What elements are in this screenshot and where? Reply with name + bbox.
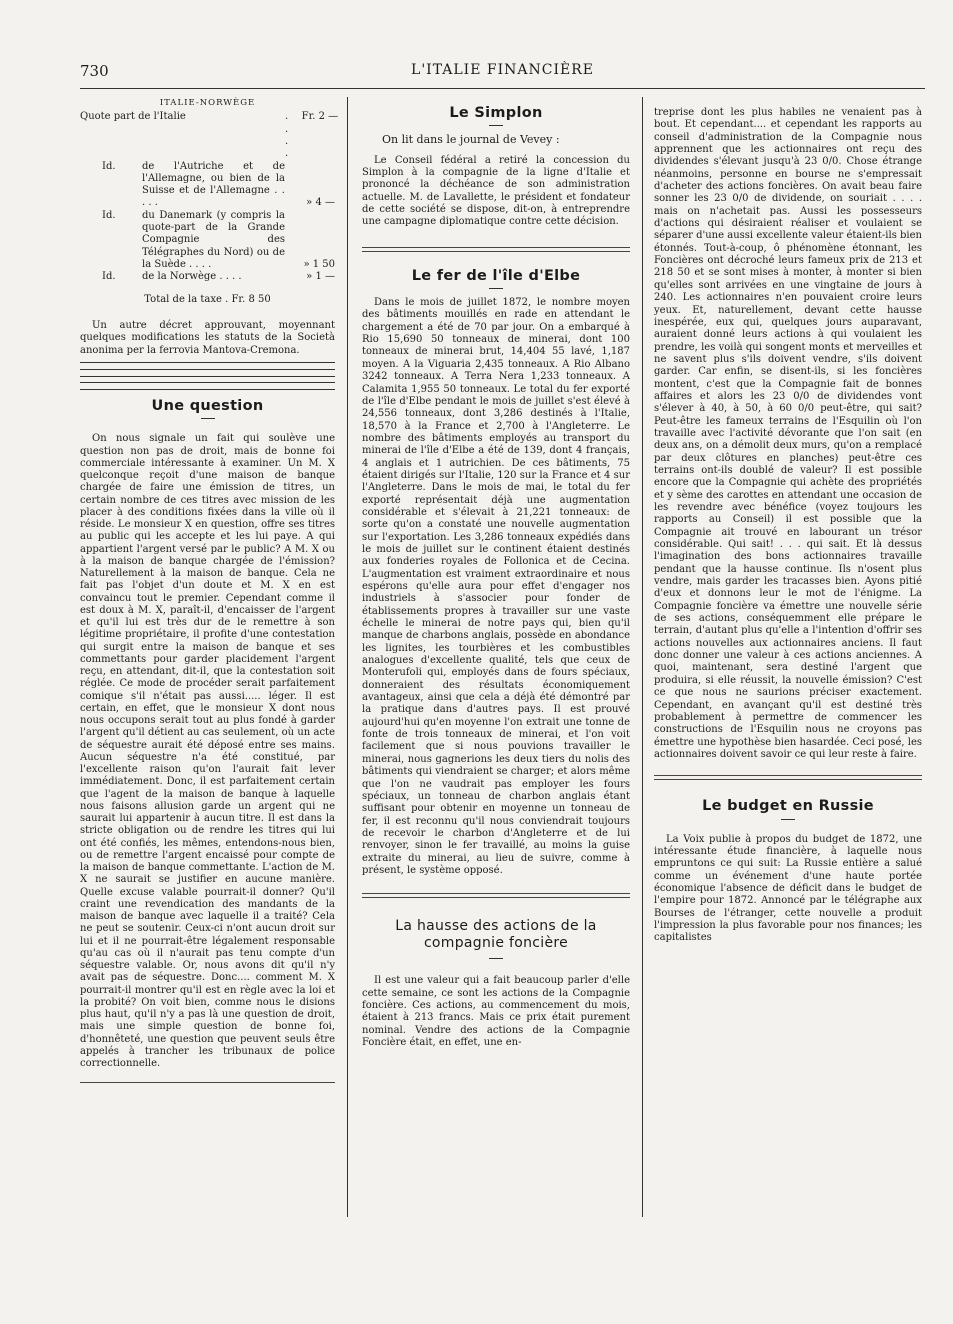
tax-total: Total de la taxe . Fr. 8 50 [144, 293, 271, 305]
section-divider [80, 1082, 335, 1083]
section-title-budget: Le budget en Russie [702, 798, 874, 815]
title-dash [201, 418, 215, 419]
section-divider [654, 775, 922, 780]
question-article: On nous signale un fait qui soulève une question non pas de droit, mais de bonne foi commerciale intéressante à examiner. Un M. X quelconque reçoit d'une maison de banque chargée de faire une émission de titres, un certain nombre de ces titres avec mission de les placer à des conditions fixées dans la ville où il réside. Le monsieur X en question, offre ses titres au public qui les accepte et les lui paye. A qui appartient l'argent versé par le public? A M. X ou à la maison de banque chargée de l'émission? Naturellement à la maison de banque. Cela ne fait pas l'objet d'un doute et M. X en est convaincu tout le premier. Cependant comme il est doux à M. X, paraît-il, d'encaisser de l'argent et qu'il lui est très dur de le remettre à son légitime propriétaire, il profite d'une contestation qui surgit entre la maison de banque et ses commettants pour garder placidement l'argent reçu, en attendant, dit-il, que la contestation soit réglée. Ce mode de procéder serait parfaitement comique s'il n'était pas aussi..... léger. Il est certain, en effet, que le monsieur X dont nous nous occupons serait tout au plus fondé à garder l'argent qu'il détient au cas seulement, où un acte de séquestre aurait été déposé entre ses mains. Aucun séquestre n'a été constitué, par l'excellente raison qu'on l'aurait fait lever immédiatement. Donc, il est parfaitement certain que l'agent de la maison de banque à laquelle nous faisons allusion garde un argent qui ne saurait lui appartenir à aucun titre. Il est dans la stricte obligation ou de rendre les titres qui lui ont été confiés, les mêmes, entendons-nous bien, ou de remettre l'argent encaissé pour compte de la maison de banque commettante. L'action de M. X ne saurait se justifier en aucune manière. Quelle excuse valable pourrait-il donner? Qu'il craint une revendication des mandants de la maison de banque avec laquelle il a traité? Cela ne peut se soutenir. Ceux-ci n'ont aucun droit sur lui et il ne pourrait-être légalement responsable qu'au cas où il n'aurait pas tenu compte d'un séquestre valable. Or, nous avons dit qu'il n'y avait pas de séquestre. Donc.... comment M. X pourrait-il montrer qu'il est en règle avec la loi et la probité? On voit bien, comme nous le disions plus haut, qu'il n'y a pas là une question de droit, mais une simple question de bonne foi, d'honnêteté, une question que peuvent seuls être appelés à trancher les tribunaux de police correctionnelle. [80, 433, 335, 1070]
hausse-article: Il est une valeur qui a fait beaucoup parler d'elle cette semaine, ce sont les actions de la Compagnie foncière. Ces actions, au commencement du mois, étaient à 213 francs. Mais ce prix était purement nominal. Vendre des actions de la Compagnie Foncière était, en effet, une en- [362, 975, 630, 1048]
simplon-intro: On lit dans le journal de Vevey : [382, 133, 560, 147]
tax-row: Id. de la Norwège . . . . » 1 — [102, 271, 335, 283]
page-number: 730 [80, 62, 109, 80]
tax-table [80, 111, 339, 283]
title-dash [489, 288, 503, 289]
simplon-article: Le Conseil fédéral a retiré la concession du Simplon à la compagnie de la ligne d'Italie et prononcé la déchéance de son administration actuelle. M. de Lavallette, le président et fondateur de cette société se dispose, dit-on, à entreprendre une campagne diplomatique contre cette décision. [362, 154, 630, 228]
section-title-elbe: Le fer de l'île d'Elbe [411, 267, 581, 284]
section-title-simplon: Le Simplon [449, 105, 543, 121]
hausse-article-continued: treprise dont les plus habiles ne venaient pas à bout. Et cependant.... et cependant les rapports au conseil d'administration de la Compagnie nous apprennent que les actionnaires ont reçu des dividendes s'élevant jusqu'à 23 0/0. Chose étrange néanmoins, personne en bourse ne s'empressait d'acheter des actions foncières. On avait beau faire sonner les 23 0/0 de dividende, on souriait . . . . mais on n'achetait pas. Aussi les possesseurs d'actions qui désiraient réaliser et voulaient se séparer d'une aussi excellente valeur étaient-ils bien étonnés. Tout-à-coup, ô phénomène étonnant, les Foncières ont décroché leurs fameux prix de 213 et 218 50 et se sont mises à monter, à monter si bien qu'elles sont arrivées en une vingtaine de jours à 240. Les actionnaires n'en pouvaient croire leurs yeux. Et, naturellement, devant cette hausse inespérée, eux qui, quelques jours auparavant, auraient donné leurs actions à qui voulaient les prendre, les voilà qui songent monts et merveilles et ne savent plus s'ils doivent vendre, s'ils doivent garder. Car enfin, se disent-ils, si les foncières montent, c'est que la Compagnie fait de bonnes affaires et alors les 23 0/0 de dividendes vont s'élever à 40, à 50, à 60 0/0 peut-être, qui sait? Peut-être les fameux terrains de l'Esquilin où l'on travaille avec l'activité dévorante que l'on sait (en deux ans, on a démolit deux murs, qu'on a remplacé par deux clôtures en planches) peut-être ces terrains ont-ils doublé de valeur? Il est possible encore que la Compagnie qui achète des propriétés et y sème des carottes en attendant une occasion de les revendre avec bénéfice (voyez toujours les rapports au Conseil) il est possible que la Compagnie ait trouvé en labourant un trésor considérable. Qui sait! . . . qui sait. Et là dessus l'imagination des bons actionnaires travaille pendant que la hausse continue. Ils n'osent plus vendre, mais garder les tracasses bien. Ayons pitié d'eux et donnons leur le mot de l'énigme. La Compagnie foncière va émettre une nouvelle série de ses actions, conséquemment elle prépare le terrain, d'autant plus qu'elle a l'intention d'offrir ses actions nouvelles aux actionnaires anciens. Il faut donc donner une valeur à ces actions anciennes. A quoi, maintenant, sera destiné l'argent que produira, si elle réussit, la nouvelle émission? C'est ce que nous ne saurions préciser exactement. Cependant, en avançant qu'il est destiné très probablement à permettre de commencer les constructions de l'Esquilin nous ne croyons pas émettre une hypothèse bien hasardée. Ceci posé, les actionnaires doivent savoir ce qui leur reste à faire. [654, 107, 922, 760]
page-header [80, 58, 925, 89]
budget-article: La Voix publie à propos du budget de 1872, une intéressante étude financière, à laquelle nous empruntons ce qui suit: La Russie entière a salué comme un événement d'une haute portée économique l'absence de déficit dans le budget de l'empire pour 1872. Annoncé par le télégraphe aux Bourses de l'étranger, cette nouvelle a produit l'impression la plus favorable pour nos finances; les capitalistes [654, 833, 922, 944]
title-dash [781, 819, 795, 820]
decree-paragraph: Un autre décret approuvant, moyennant quelques modifications les statuts de la Società anonima per la ferrovia Mantova-Cremona. [80, 319, 335, 356]
column-1 [80, 97, 339, 1095]
title-dash [489, 958, 503, 959]
elbe-article: Dans le mois de juillet 1872, le nombre moyen des bâtiments mouillés en rade en attendant le chargement a été de 70 par jour. On a embarqué à Rio 15,690 50 tonneaux de minerai, dont 100 tonneaux de minerai brut, 14,404 55 lavé, 1,187 moyen. A la Viguaria 2,435 tonneaux. A Rio Albano 3242 tonneaux. A Terra Nera 1,233 tonneaux. A Calamita 1,955 50 tonneaux. Le total du fer exporté de l'île d'Elbe pendant le mois de juillet s'est élevé à 24,556 tonneaux, dont 3,286 destinés à l'Italie, 18,570 à la France et 2,700 à l'Angleterre. Le nombre des bâtiments employés au transport du minerai de l'île d'Elbe a été de 139, dont 4 français, 4 anglais et 1 autrichien. De ces bâtiments, 75 étaient dirigés sur l'Italie, 120 sur la France et 4 sur l'Angleterre. Dans le mois de mai, le total du fer exporté représentait déjà une augmentation considérable et s'élevait à 21,221 tonneaux: de sorte qu'on a constaté une nouvelle augmentation sur l'exportation. Les 3,286 tonneaux expédiés dans le mois de juillet sur le continent étaient destinés aux fonderies royales de Follonica et de Cecina. L'augmentation est vraiment extraordinaire et nous espérons qu'elle aura pour effet d'engager nos industriels à s'associer pour fonder de établissements propres à travailler sur une vaste échelle le minerai de notre pays qui, bien qu'il manque de charbons anglais, possède en abondance les lignites, les tourbières et les combustibles analogues d'excellente qualité, tels que ceux de Monterufoli qui, employés dans de fours spéciaux, donneraient des résultats économiquement avantageux, ainsi que cela a déjà été démontré par la pratique dans d'autres pays. Il est prouvé aujourd'hui qu'en moyenne l'on extrait une tonne de fonte de trois tonneaux de minerai, et l'on voit facilement que si nous pouvions travailler le minerai, nous gagnerions les deux tiers du nolis des bâtiments qui viendraient se charger; et alors même que l'on ne vaudrait pas employer les fours spéciaux, un tonneau de charbon anglais étant suffisant pour obtenir en moyenne un tonneau de fer, il est reconnu qu'il nous conviendrait toujours de recevoir le charbon d'Angleterre et de lui renvoyer, sinon le fer travaillé, au moins la guise extraite du minerai, au lieu de suivre, comme à présent, le système opposé. [362, 297, 630, 876]
section-divider [362, 247, 630, 252]
section-divider [362, 893, 630, 898]
title-dash [489, 125, 503, 126]
tax-row: Id. de l'Autriche et de l'Allemagne, ou bien de la Suisse et de l'Allemagne . . . . . » 4 — [102, 160, 335, 209]
tax-table-subtitle: ITALIE-NORWÈGE [159, 98, 256, 108]
column-3 [654, 97, 922, 948]
tax-row: Id. du Danemark (y compris la quote-part de la Grande Compagnie des Télégraphes du Nord) ou de la Suède . . . . » 1 50 [102, 209, 335, 270]
rule-block [80, 362, 335, 390]
section-title-hausse: La hausse des actions de la compagnie foncière [395, 918, 597, 952]
column-2 [362, 97, 630, 1052]
tax-row: Quote part de l'Italie . . . . Fr. 2 — [80, 111, 339, 160]
column-divider-1 [347, 97, 348, 1217]
column-divider-2 [642, 97, 643, 1217]
section-title-question: Une question [151, 398, 264, 415]
journal-title: L'ITALIE FINANCIÈRE [411, 62, 594, 78]
